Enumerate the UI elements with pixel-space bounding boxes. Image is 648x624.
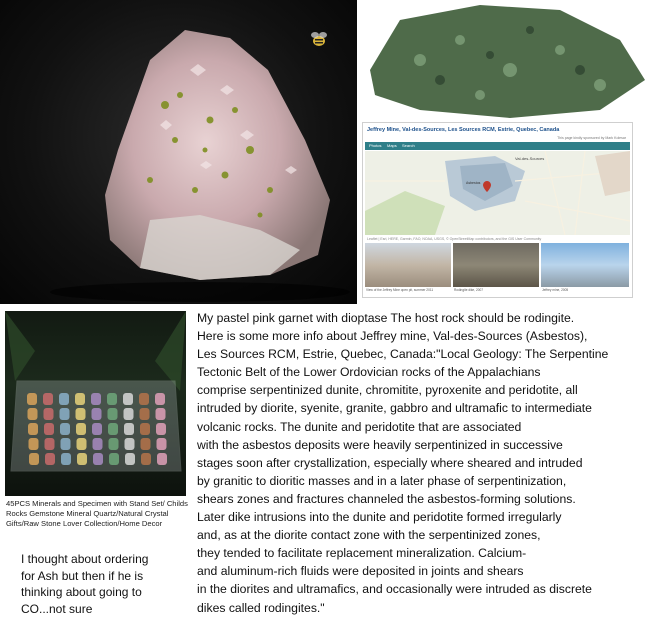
tab-maps[interactable]: Maps (387, 143, 397, 148)
mineral-vial (77, 438, 87, 450)
mineral-vial (45, 453, 55, 465)
mineral-vial (109, 438, 119, 450)
note-line: thinking about going to (21, 585, 142, 599)
thumb-caption: Jeffrey mine, 2005 (542, 288, 569, 292)
mineral-vial (60, 423, 70, 435)
mineral-vial (76, 408, 86, 420)
mineral-vial (27, 393, 37, 405)
thumb-caption: View of the Jeffrey Mine open pit, summer 2011 (366, 288, 434, 292)
mineral-vial (28, 423, 38, 435)
text-line: stages soon after crystallization, especially where sheared and intruded (197, 455, 583, 470)
note-line: I thought about ordering (21, 552, 149, 566)
mineral-vial (155, 393, 165, 405)
mineral-vial (141, 453, 151, 465)
mineral-vial (124, 408, 134, 420)
text-line: comprise serpentinized dunite, chromitite, pyroxenite and peridotite, all (197, 383, 578, 398)
mineral-vial (139, 393, 149, 405)
mineral-vial (92, 408, 102, 420)
mineral-vial (92, 423, 102, 435)
sponsor-note: This page kindly sponsored by Mark Kolesar (557, 136, 626, 140)
text-line: My pastel pink garnet with dioptase The host rock should be rodingite. (197, 311, 575, 325)
mineral-vial (125, 453, 135, 465)
mineral-vial (140, 423, 150, 435)
mineral-vial (123, 393, 133, 405)
mineral-vial (29, 453, 39, 465)
personal-note (21, 551, 191, 617)
map-tab-bar (365, 142, 630, 150)
text-line: intruded by diorite, syenite, granite, gabbro and ultramafic to intermediate (197, 401, 592, 416)
mineral-vial (61, 438, 71, 450)
text-line: and, as at the diorite contact zone with the serpentinized zones, (197, 528, 541, 543)
text-line: shears zones and fractures channeled the asbestos-forming solutions. (197, 491, 576, 506)
mineral-vial (107, 393, 117, 405)
mineral-vial (108, 408, 118, 420)
tab-photos[interactable]: Photos (369, 143, 382, 148)
mineral-vial (93, 453, 103, 465)
mineral-vial (28, 408, 38, 420)
product-caption: 45PCS Minerals and Specimen with Stand Set/ Childs Rocks Gemstone Mineral Quartz/Natural Crystal Gifts/Raw Stone Lover Collection/Home Decor (6, 499, 188, 528)
text-line: Here is some more info about Jeffrey mine, Val-des-Sources (Asbestos), (197, 329, 588, 344)
mineral-vial (45, 438, 55, 450)
mineral-vial (44, 423, 54, 435)
mineral-vial (29, 438, 39, 450)
map-attribution: Leaflet | Esri, HERE, Garmin, FAO, NOAA, USGS, © OpenStreetMap contributors, and the GIS User Community (367, 237, 542, 241)
thumb-rodingite-dike[interactable] (453, 243, 539, 287)
thumb-jeffrey-mine[interactable] (541, 243, 629, 287)
mineral-vial (61, 453, 71, 465)
note-line: for Ash but then if he is (21, 568, 144, 583)
garnet-specimen-photo (0, 0, 357, 304)
text-line: they tended to facilitate replacement mineralization. Calcium- (197, 546, 527, 561)
mineral-vial (93, 438, 103, 450)
mineral-vial (91, 393, 101, 405)
text-line: Tectonic Belt of the Lower Ordovician rocks of the Appalachians (197, 365, 541, 380)
mineral-vial (157, 438, 167, 450)
mineral-vial (157, 453, 167, 465)
mineral-vial (75, 393, 85, 405)
text-line: Later dike intrusions into the dunite and peridotite formed irregularly (197, 510, 562, 525)
text-line: volcanic rocks. The dunite and peridotite that are associated (197, 419, 522, 434)
map-label-mine: Asbestos (466, 181, 481, 185)
thumb-caption: Rodingite dike, 2007 (454, 288, 484, 292)
mine-info-panel (362, 122, 633, 298)
green-rock-photo (360, 0, 648, 120)
mineral-vial (60, 408, 70, 420)
mineral-set-product-photo (5, 311, 186, 496)
mineral-vial (44, 408, 54, 420)
mineral-vial (124, 423, 134, 435)
geology-description (197, 309, 647, 617)
garnet-rock-illustration (0, 0, 357, 304)
mineral-vial (43, 393, 53, 405)
text-line: Les Sources RCM, Estrie, Quebec, Canada:"Local Geology: The Serpentine (197, 347, 609, 362)
locality-title-link[interactable]: Jeffrey Mine, Val-des-Sources, Les Sources RCM, Estrie, Quebec, Canada (367, 127, 560, 133)
mineral-vial (125, 438, 135, 450)
text-line: dikes called rodingites." (197, 600, 325, 615)
mineral-vial (141, 438, 151, 450)
locality-map[interactable] (365, 151, 630, 235)
text-line: in the diorites and ultramafics, and occasionally were intruded as discrete (197, 582, 592, 597)
note-line: CO...not sure (21, 601, 93, 616)
mineral-vial (156, 423, 166, 435)
tab-search[interactable]: Search (402, 143, 415, 148)
mineral-vial (77, 453, 87, 465)
text-line: and aluminum-rich fluids were deposited in joints and shears (197, 564, 524, 579)
mineral-vial (59, 393, 69, 405)
mineral-vial (109, 453, 119, 465)
mineral-vial (76, 423, 86, 435)
mineral-vial (140, 408, 150, 420)
map-label-town: Val-des-Sources (515, 156, 545, 161)
text-line: by granitic to dioritic masses and in a later phase of serpentinization, (197, 473, 567, 488)
text-line: with the asbestos deposits were heavily serpentinized in successive (197, 437, 563, 452)
thumb-open-pit[interactable] (365, 243, 451, 287)
mineral-vial (108, 423, 118, 435)
bee-logo-icon (306, 26, 332, 52)
mineral-vial (156, 408, 166, 420)
